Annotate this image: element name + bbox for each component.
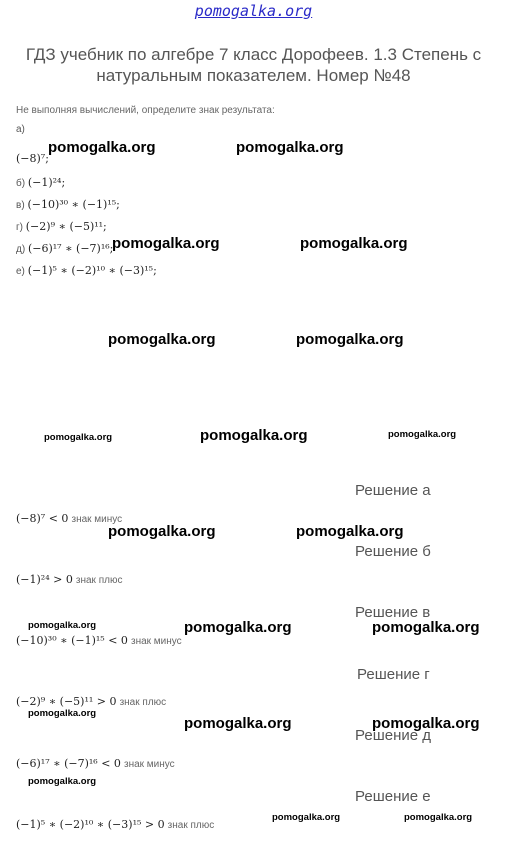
watermark: pomogalka.org xyxy=(184,619,292,636)
solution-expr: (−1)²⁴ > 0 xyxy=(16,573,73,586)
task-item-expr: (−6)¹⁷ ∗ (−7)¹⁶; xyxy=(27,242,114,255)
watermark: pomogalka.org xyxy=(28,620,97,631)
watermark: pomogalka.org xyxy=(372,715,480,732)
watermark: pomogalka.org xyxy=(296,523,404,540)
solution-heading-b: Решение б xyxy=(355,543,431,560)
task-item-e xyxy=(16,264,157,277)
solution-a xyxy=(16,512,122,525)
task-item-g xyxy=(16,220,107,233)
solution-note: знак плюс xyxy=(75,575,123,586)
solution-b xyxy=(16,573,122,586)
task-item-expr: (−2)⁹ ∗ (−5)¹¹; xyxy=(25,220,107,233)
task-item-expr: (−10)³⁰ ∗ (−1)¹⁵; xyxy=(27,198,120,211)
site-link[interactable]: pomogalka.org xyxy=(194,2,313,20)
solution-g xyxy=(16,695,166,708)
solution-heading-e: Решение е xyxy=(355,788,431,805)
solution-expr: (−6)¹⁷ ∗ (−7)¹⁶ < 0 xyxy=(16,757,121,770)
task-item-expr-a: (−8)⁷; xyxy=(16,152,49,165)
watermark: pomogalka.org xyxy=(108,523,216,540)
task-intro: Не выполняя вычислений, определите знак результата: xyxy=(16,105,275,116)
task-item-label: е) xyxy=(16,266,25,277)
solution-heading-v: Решение в xyxy=(355,604,431,621)
solution-d xyxy=(16,757,175,770)
watermark: pomogalka.org xyxy=(236,139,344,156)
task-item-v xyxy=(16,198,120,211)
solution-note: знак минус xyxy=(130,636,182,647)
solution-note: знак плюс xyxy=(119,697,167,708)
task-item-label: б) xyxy=(16,178,26,189)
solution-note: знак минус xyxy=(71,514,123,525)
task-item-label: в) xyxy=(16,200,25,211)
solution-note: знак плюс xyxy=(167,820,215,831)
page-title: ГДЗ учебник по алгебре 7 класс Дорофеев. 1.3 Степень с натуральным показателем. Номер №48 xyxy=(25,45,482,85)
solution-expr: (−1)⁵ ∗ (−2)¹⁰ ∗ (−3)¹⁵ > 0 xyxy=(16,818,165,831)
solution-expr: (−8)⁷ < 0 xyxy=(16,512,69,525)
watermark: pomogalka.org xyxy=(184,715,292,732)
watermark: pomogalka.org xyxy=(300,235,408,252)
watermark: pomogalka.org xyxy=(404,812,473,823)
task-item-label: г) xyxy=(16,222,23,233)
watermark: pomogalka.org xyxy=(44,432,113,443)
watermark: pomogalka.org xyxy=(48,139,156,156)
task-item-d xyxy=(16,242,113,255)
watermark: pomogalka.org xyxy=(272,812,341,823)
solution-heading-d: Решение д xyxy=(355,727,431,744)
watermark: pomogalka.org xyxy=(372,619,480,636)
watermark: pomogalka.org xyxy=(200,427,308,444)
solution-v xyxy=(16,634,182,647)
solution-expr: (−2)⁹ ∗ (−5)¹¹ > 0 xyxy=(16,695,117,708)
watermark: pomogalka.org xyxy=(28,776,97,787)
solution-note: знак минус xyxy=(123,759,175,770)
watermark: pomogalka.org xyxy=(108,331,216,348)
task-item-b xyxy=(16,176,65,189)
watermark: pomogalka.org xyxy=(296,331,404,348)
task-item-expr: (−1)⁵ ∗ (−2)¹⁰ ∗ (−3)¹⁵; xyxy=(27,264,157,277)
task-item-label: д) xyxy=(16,244,26,255)
task-item-label-a: а) xyxy=(16,124,25,135)
solution-expr: (−10)³⁰ ∗ (−1)¹⁵ < 0 xyxy=(16,634,128,647)
task-item-expr: (−1)²⁴; xyxy=(27,176,66,189)
watermark: pomogalka.org xyxy=(28,708,97,719)
solution-heading-g: Решение г xyxy=(357,666,430,683)
solution-heading-a: Решение а xyxy=(355,482,431,499)
watermark: pomogalka.org xyxy=(388,429,457,440)
solution-e xyxy=(16,818,214,831)
watermark: pomogalka.org xyxy=(112,235,220,252)
